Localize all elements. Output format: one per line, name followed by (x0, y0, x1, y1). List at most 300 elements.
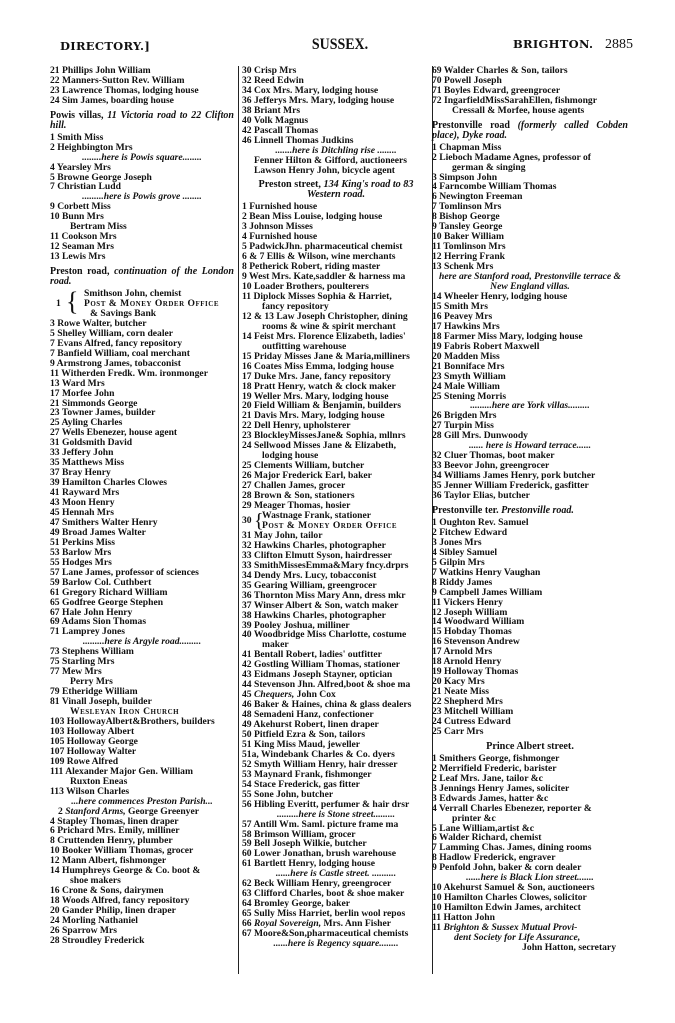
directory-entry: 2 Bean Miss Louise, lodging house (242, 212, 383, 223)
street-heading-prestonville-terrace (432, 506, 628, 516)
directory-entry: 4 Yearsley Mrs (50, 162, 111, 173)
directory-entry: 28 Gill Mrs. Dunwoody (432, 431, 528, 442)
directory-entry: lodging house (262, 451, 319, 462)
street-heading-prestonville-road (432, 121, 628, 141)
directory-entry: 25 Carr Mrs (432, 726, 484, 737)
directory-entry: 27 Turpin Miss (432, 421, 494, 432)
cross-street-powis-square: ........here is Powis square........ (82, 152, 202, 163)
brace-glyph: { (254, 509, 264, 532)
directory-entry: 11 Vickers Henry (432, 597, 503, 608)
directory-entry: 38 Hawkins Charles, photographer (242, 610, 386, 621)
directory-entry: 14 Humphreys George & Co. boot & (50, 866, 201, 877)
street-heading-powis-villas (50, 111, 234, 131)
directory-entry: 50 Pitfield Ezra & Son, tailors (242, 730, 366, 740)
directory-entry: 35 Gearing William, greengrocer (242, 580, 377, 591)
directory-entry: 60 Lower Jonathan, brush warehouse (242, 849, 396, 860)
directory-entry: 17 Morfee John (50, 388, 115, 399)
street-name: Prestonville road (432, 119, 510, 131)
directory-entry: 39 Pooley Joshua, milliner (242, 620, 350, 631)
occupant: George Greenyer (125, 806, 199, 817)
house-number: 45 (242, 690, 252, 701)
entry-list (242, 879, 430, 919)
directory-entry: 71 Lamprey Jones (50, 627, 125, 638)
post-office-entry: Post & Money Order Office (84, 298, 219, 309)
street-description: 134 King's road to 83 Western road. (306, 179, 414, 201)
directory-entry: 4 Furnished house (242, 232, 318, 243)
directory-entry: 7 Lamming Chas. James, dining rooms (432, 843, 592, 854)
directory-entry: 5 Lane William,artist &c (432, 823, 534, 834)
directory-entry: 15 Priday Misses Jane & Maria,milliners (242, 351, 410, 362)
directory-entry: 30 Crisp Mrs (242, 66, 297, 76)
directory-entry: 49 Akehurst Robert, linen draper (242, 720, 379, 730)
directory-entry: 8 Cruttenden Henry, plumber (50, 836, 173, 847)
directory-entry: 45 Hennah Mrs (50, 507, 114, 518)
entry-brighton-sussex-mutual (432, 923, 628, 953)
directory-entry: 57 Lane James, professor of sciences (50, 567, 199, 578)
directory-entry: 63 Clifford Charles, boot & shoe maker (242, 889, 405, 900)
directory-entry: Fenner Hilton & Gifford, auctioneers (254, 155, 408, 166)
entry-list (432, 883, 628, 923)
directory-entry: 7 Christian Ludd (50, 182, 121, 193)
directory-entry: 57 Antill Wm. Saml. picture frame ma (242, 819, 399, 830)
directory-entry: 10 Akehurst Samuel & Son, auctioneers (432, 883, 595, 894)
directory-entry: 40 Volk Magnus (242, 115, 309, 126)
directory-entry: 22 Shepherd Mrs (432, 697, 503, 708)
entry-list (242, 66, 430, 146)
directory-entry: 13 Schenk Mrs (432, 262, 494, 273)
directory-entry: 4 Stapley Thomas, linen draper (50, 816, 179, 827)
directory-entry: 39 Hamilton Charles Clowes (50, 478, 167, 489)
directory-entry: 9 West Mrs. Kate,saddler & harness ma (242, 272, 406, 283)
directory-entry: 17 Hawkins Mrs (432, 321, 500, 332)
directory-entry: 51 Perkins Miss (50, 537, 116, 548)
directory-entry: 6 Newington Freeman (432, 192, 523, 203)
directory-entry: 19 Holloway Thomas (432, 667, 519, 678)
entry-chequers (242, 690, 430, 700)
directory-entry: 21 Neate Miss (432, 687, 490, 698)
directory-entry: 47 Smithers Walter Henry (50, 517, 158, 528)
directory-entry: 14 Feist Mrs. Florence Elizabeth, ladies' (242, 331, 406, 342)
directory-entry: 38 Briant Mrs (242, 105, 301, 116)
header-directory-label: DIRECTORY.] (60, 39, 151, 53)
page-header (47, 36, 633, 56)
occupant: Mrs. Ann Fisher (321, 919, 391, 930)
directory-entry: 23 Lawrence Thomas, lodging house (50, 85, 199, 96)
directory-entry: 1 Chapman Miss (432, 142, 502, 153)
directory-entry: 37 Bray Henry (50, 468, 111, 479)
inn-name: Royal Sovereign, (254, 919, 322, 930)
directory-entry: 43 Moon Henry (50, 498, 115, 508)
cross-street-york-villas: .........here are York villas......... (470, 401, 590, 412)
entry-list (50, 717, 234, 797)
directory-entry: 10 Bunn Mrs (50, 212, 104, 223)
directory-entry: 8 Bishop George (432, 212, 500, 223)
directory-entry: 20 Field William & Benjamin, builders (242, 401, 402, 412)
entry-list (50, 163, 234, 193)
house-number: 30 (242, 514, 252, 526)
directory-entry: 2 Fitchew Edward (432, 527, 508, 538)
directory-entry: 21 Davis Mrs. Mary, lodging house (242, 411, 385, 422)
directory-entry: 26 Major Frederick Earl, baker (242, 471, 372, 482)
directory-entry: 79 Etheridge William (50, 687, 138, 698)
entry-list (242, 929, 430, 939)
directory-entry: 42 Gostling William Thomas, stationer (242, 660, 401, 671)
directory-entry: 46 Linnell Thomas Judkins (242, 135, 354, 146)
entry-stanford-arms (50, 807, 234, 817)
directory-entry: 6 & 7 Ellis & Wilson, wine merchants (242, 252, 396, 263)
directory-entry: 16 Peavey Mrs (432, 311, 493, 322)
directory-entry: 53 Barlow Mrs (50, 547, 112, 558)
directory-entry: 1 Furnished house (242, 202, 318, 213)
directory-entry: 14 Woodward William (432, 617, 525, 628)
cross-street-ditchling-rise: .......here is Ditchling rise ........ (275, 145, 397, 156)
entry-list (242, 700, 430, 809)
directory-entry: 48 Semadeni Hanz, confectioner (242, 710, 374, 721)
directory-entry: 4 Verrall Charles Ebenezer, reporter & (432, 803, 592, 814)
entry-list (242, 202, 430, 511)
directory-entry: 28 Stroudley Frederick (50, 935, 145, 946)
directory-entry: 52 Smyth William Henry, hair dresser (242, 759, 398, 770)
directory-entry: 4 Farncombe William Thomas (432, 182, 557, 193)
directory-entry: 67 Hale John Henry (50, 607, 133, 618)
directory-entry: 10 Booker William Thomas, grocer (50, 846, 194, 857)
column-3 (432, 66, 628, 953)
directory-entry: 46 Baker & Haines, china & glass dealers (242, 700, 412, 711)
entry-list (50, 133, 234, 153)
directory-entry: 18 Arnold Henry (432, 657, 502, 668)
directory-entry: 41 Bentall Robert, ladies' outfitter (242, 650, 382, 661)
directory-entry: 10 Baker William (432, 232, 504, 243)
entry-list (50, 202, 234, 262)
directory-entry: 65 Godfree George Stephen (50, 597, 164, 608)
directory-entry: 33 Clifton Elmutt Syson, hairdresser (242, 550, 392, 561)
directory-entry: 43 Eidmans Joseph Stayner, optician (242, 670, 393, 681)
directory-entry: 35 Jenner William Frederick, gasfitter (432, 481, 589, 492)
directory-entry: 103 Holloway Albert (50, 726, 135, 737)
directory-entry: 31 Goldsmith David (50, 438, 133, 449)
cross-street-stanford-road: here are Stanford road, Prestonville terrace & New England villas. (438, 272, 621, 292)
directory-entry: 25 Ayling Charles (50, 418, 123, 429)
directory-entry: 3 Jones Mrs (432, 537, 482, 548)
inn-name: Chequers, (254, 690, 295, 701)
street-description: Prestonville road. (498, 504, 574, 516)
directory-entry: 35 Matthews Miss (50, 458, 125, 469)
directory-entry: 17 Arnold Mrs (432, 647, 493, 658)
cross-street-castle-street: ......here is Castle street. .......... (275, 869, 397, 880)
directory-entry: 18 Woods Alfred, fancy repository (50, 896, 190, 907)
directory-entry: 34 Williams James Henry, pork butcher (432, 471, 596, 482)
directory-entry: german & singing (452, 162, 526, 173)
directory-entry: 18 Farmer Miss Mary, lodging house (432, 331, 583, 342)
directory-entry: 14 Wheeler Henry, lodging house (432, 291, 568, 302)
directory-entry: 13 Ward Mrs (50, 378, 105, 389)
street-heading-prince-albert-street: Prince Albert street. (486, 740, 574, 752)
directory-entry: 26 Brigden Mrs (432, 411, 497, 422)
directory-entry: 23 BlockleyMissesJane& Sophia, mllnrs (242, 431, 406, 442)
directory-entry: 20 Kacy Mrs (432, 677, 485, 688)
directory-entry: 9 Corbett Miss (50, 202, 111, 213)
directory-entry: 23 Towner James, builder (50, 408, 156, 419)
directory-entry: 9 Penfold John, baker & corn dealer (432, 863, 582, 874)
directory-entry: 16 Crone & Sons, dairymen (50, 886, 164, 897)
entry-royal-sovereign (242, 919, 430, 929)
entry-list (432, 66, 628, 116)
directory-entry: 51a, Windebank Charles & Co. dyers (242, 749, 395, 760)
directory-entry: 42 Pascall Thomas (242, 125, 319, 136)
house-number: 1 (56, 298, 61, 310)
street-description: 11 Victoria road to 22 Clifton hill. (50, 109, 234, 131)
directory-entry: shoe makers (70, 876, 121, 887)
house-number: 66 (242, 919, 252, 930)
directory-entry: 59 Barlow Col. Cuthbert (50, 577, 152, 588)
directory-entry: 64 Bromley George, baker (242, 899, 350, 910)
directory-entry: 11 Diplock Misses Sophia & Harriet, (242, 291, 392, 302)
directory-entry: 3 Simpson John (432, 172, 498, 183)
directory-entry: 24 Morling Nathaniel (50, 916, 138, 927)
directory-entry: 5 Browne George Joseph (50, 172, 152, 183)
directory-entry: 33 SmithMissesEmma&Mary fncy.drprs (242, 560, 409, 571)
directory-entry: 20 Gander Philip, linen draper (50, 906, 176, 917)
entry-list (432, 143, 628, 272)
directory-entry: 17 Duke Mrs. Jane, fancy repository (242, 371, 391, 382)
directory-entry: 23 Mitchell William (432, 707, 514, 717)
house-number: 2 (58, 806, 63, 817)
directory-entry: 25 Clements William, butcher (242, 461, 365, 472)
directory-entry: 33 Jeffery John (50, 448, 114, 459)
directory-entry: 12 Mann Albert, fishmonger (50, 856, 167, 867)
directory-entry: 19 Weller Mrs. Mary, lodging house (242, 391, 389, 402)
directory-entry: 69 Walder Charles & Son, tailors (432, 66, 568, 76)
directory-entry: 27 Wells Ebenezer, house agent (50, 428, 178, 439)
entry-list (242, 156, 430, 176)
entry-list (50, 647, 234, 707)
directory-entry: 37 Winser Albert & Son, watch maker (242, 600, 399, 611)
directory-entry: 18 Pratt Henry, watch & clock maker (242, 381, 396, 392)
cross-street-argyle-road: .........here is Argyle road......... (82, 637, 202, 648)
directory-entry: 19 Fabris Robert Maxwell (432, 341, 540, 352)
street-name: Prestonville ter. (432, 504, 499, 516)
street-name: Powis villas, (50, 109, 104, 121)
directory-entry: 9 Campbell James William (432, 587, 543, 598)
directory-entry: 22 Manners-Sutton Rev. William (50, 75, 185, 86)
entry: Smithson John, chemist (84, 289, 182, 299)
directory-entry: 111 Alexander Major Gen. William (50, 766, 193, 777)
directory-entry: 107 Holloway Walter (50, 746, 137, 757)
entry-line: John Hatton, secretary (522, 942, 616, 953)
directory-entry: 36 Taylor Elias, butcher (432, 491, 530, 501)
cross-street-preston-parish: ...here commences Preston Parish... (71, 796, 213, 807)
occupant: John Cox (294, 690, 336, 701)
directory-entry: 20 Madden Miss (432, 351, 500, 362)
entry-list (50, 319, 234, 638)
entry-list (50, 66, 234, 106)
directory-entry: rooms & wine & spirit merchant (262, 321, 396, 332)
directory-entry: 2 Lieboch Madame Agnes, professor of (432, 152, 592, 163)
directory-entry: 8 Petherick Robert, riding master (242, 262, 381, 273)
entry-list (432, 451, 628, 501)
directory-entry: 67 Moore&Son,pharmaceutical chemists (242, 929, 409, 940)
directory-entry: 7 Tomlinson Mrs (432, 202, 502, 213)
directory-entry: 10 Hamilton Edwin James, architect (432, 903, 581, 914)
street-heading-preston-street (242, 180, 430, 200)
directory-entry: 33 Beevor John, greengrocer (432, 461, 550, 472)
directory-entry: 10 Loader Brothers, poulterers (242, 282, 369, 292)
directory-entry: 1 Smith Miss (50, 132, 104, 143)
directory-entry: 5 PadwickJhn. pharmaceutical chemist (242, 242, 403, 253)
directory-entry: 27 Challen James, grocer (242, 481, 346, 492)
directory-entry: 1 Smithers George, fishmonger (432, 753, 560, 764)
cross-street-stone-street: .........here is Stone street......... (276, 809, 396, 820)
directory-entry: 24 Sim James, boarding house (50, 95, 174, 106)
directory-entry: 5 Gilpin Mrs (432, 557, 485, 568)
directory-entry: 15 Hobday Thomas (432, 627, 512, 638)
page-number: 2885 (605, 37, 633, 52)
column-1 (50, 66, 234, 946)
directory-entry: 81 Vinall Joseph, builder (50, 697, 152, 708)
directory-entry: 24 Sellwood Misses Jane & Elizabeth, (242, 441, 397, 452)
directory-entry: 12 Seaman Mrs (50, 242, 114, 253)
directory-entry: 65 Sully Miss Harriet, berlin wool repos (242, 909, 406, 920)
directory-entry: 16 Coates Miss Emma, lodging house (242, 361, 394, 372)
directory-entry: 8 Riddy James (432, 577, 493, 588)
directory-entry: 49 Broad James Walter (50, 527, 146, 538)
directory-entry: outfitting warehouse (262, 341, 347, 352)
directory-entry: 16 Stevenson Andrew (432, 637, 520, 648)
cross-street-regency-square: ......here is Regency square........ (273, 939, 399, 949)
cross-street-black-lion-street: ......here is Black Lion street....... (466, 873, 594, 884)
directory-entry: fancy repository (262, 301, 329, 312)
directory-entry: 34 Dendy Mrs. Lucy, tobacconist (242, 570, 377, 581)
directory-entry: 59 Bell Joseph Wilkie, butcher (242, 839, 367, 850)
inn-name: Stanford Arms, (65, 806, 126, 817)
directory-entry: 13 Lewis Mrs (50, 252, 106, 263)
directory-entry: 32 Reed Edwin (242, 75, 304, 86)
directory-entry: 36 Thornton Miss Mary Ann, dress mkr (242, 590, 406, 601)
directory-entry: 11 Tomlinson Mrs (432, 242, 506, 253)
directory-entry: 21 Bonniface Mrs (432, 361, 505, 372)
directory-entry: 2 Merrifield Frederic, barister (432, 763, 557, 774)
entry-list (50, 817, 234, 946)
header-county-title: SUSSEX. (311, 36, 369, 53)
directory-entry: 73 Stephens William (50, 647, 134, 658)
entry-list (432, 292, 628, 401)
directory-entry: 7 Evans Alfred, fancy repository (50, 338, 183, 349)
directory-entry: Perry Mrs (70, 677, 113, 688)
directory-entry: 32 Cluer Thomas, boot maker (432, 451, 555, 462)
directory-entry: 21 Simmonds George (50, 398, 138, 409)
directory-entry: Lawson Henry John, bicycle agent (254, 165, 395, 176)
directory-entry: 72 IngarfieldMissSarahEllen, fishmongr (432, 95, 597, 106)
directory-entry: 34 Cox Mrs. Mary, lodging house (242, 85, 379, 96)
directory-entry: 23 Smyth William (432, 371, 506, 382)
directory-entry: 7 Watkins Henry Vaughan (432, 567, 541, 578)
directory-entry: 40 Woodbridge Miss Charlotte, costume (242, 630, 407, 641)
directory-entry: 9 Armstrong James, tobacconist (50, 358, 181, 369)
column-2 (238, 66, 433, 974)
directory-entry: 3 Rowe Walter, butcher (50, 318, 147, 329)
entry: Wastnage Frank, stationer (262, 510, 371, 521)
directory-entry: 31 May John, tailor (242, 530, 323, 541)
directory-entry: 29 Meager Thomas, hosier (242, 500, 351, 511)
directory-entry: 109 Rowe Alfred (50, 756, 119, 767)
directory-entry: 55 Sone John, butcher (242, 789, 334, 800)
entry-list (432, 518, 628, 737)
street-description: (formerly called Cobden place), Dyke road. (432, 119, 628, 141)
directory-entry: 51 King Miss Maud, jeweller (242, 739, 361, 750)
church-entry: Wesleyan Iron Church (70, 707, 180, 717)
entry: & Savings Bank (90, 308, 157, 319)
directory-entry: 44 Stevenson Jhn. Alfred,boot & shoe ma (242, 680, 411, 691)
directory-entry: 26 Sparrow Mrs (50, 926, 117, 936)
directory-entry: 4 Sibley Samuel (432, 547, 498, 558)
brace-glyph: { (66, 287, 79, 317)
entry-list (432, 754, 628, 873)
header-right (513, 37, 633, 53)
house-number: 11 (432, 923, 442, 934)
directory-entry: 53 Maynard Frank, fishmonger (242, 769, 372, 780)
directory-entry: 36 Jefferys Mrs. Mary, lodging house (242, 95, 395, 106)
street-heading-preston-road (50, 267, 234, 287)
directory-entry: 2 Leaf Mrs. Jane, tailor &c (432, 773, 543, 784)
cross-street-howard-terrace: ...... here is Howard terrace...... (468, 441, 592, 452)
directory-entry: 24 Male William (432, 381, 500, 392)
directory-entry: 22 Dell Henry, upholsterer (242, 421, 351, 432)
directory-entry: 103 HollowayAlbert&Brothers, builders (50, 717, 215, 727)
directory-entry: 25 Stening Morris (432, 391, 507, 402)
directory-entry: 62 Beck William Henry, greengrocer (242, 879, 392, 890)
directory-entry: 69 Adams Sion Thomas (50, 617, 147, 628)
street-name: Preston road, (50, 266, 110, 278)
directory-entry: 113 Wilson Charles (50, 786, 130, 797)
directory-entry: 11 Hatton John (432, 913, 495, 924)
directory-entry: 70 Powell Joseph (432, 75, 502, 86)
directory-entry: 2 Heighbington Mrs (50, 142, 133, 153)
directory-entry: 28 Brown & Son, stationers (242, 491, 355, 501)
directory-entry: 12 Herring Frank (432, 252, 506, 263)
directory-entry: 8 Hadlow Frederick, engraver (432, 853, 556, 864)
directory-entry: printer &c (452, 813, 496, 824)
street-description: continuation of the London road. (50, 266, 234, 288)
directory-entry: 41 Rayward Mrs (50, 488, 120, 499)
directory-entry: 3 Johnson Misses (242, 222, 313, 233)
directory-entry: 75 Starling Mrs (50, 657, 115, 668)
directory-entry: Cressall & Morfee, house agents (452, 105, 585, 116)
directory-entry: 24 Cutress Edward (432, 717, 511, 727)
directory-entry: 1 Oughton Rev. Samuel (432, 517, 529, 528)
brace-entry-30 (242, 511, 430, 531)
entry-list (432, 411, 628, 441)
directory-entry: 56 Hibling Everitt, perfumer & hair drsr (242, 799, 410, 810)
directory-entry: 21 Phillips John William (50, 66, 151, 76)
directory-entry: 11 Witherden Fredk. Wm. ironmonger (50, 368, 208, 379)
directory-entry: 6 Walder Richard, chemist (432, 833, 542, 844)
directory-entry: 77 Mew Mrs (50, 667, 102, 678)
society-name: Brighton & Sussex Mutual Provi- (443, 923, 578, 934)
directory-entry: 61 Gregory Richard William (50, 587, 168, 598)
entry-line: dent Society for Life Assurance, (454, 933, 581, 943)
directory-entry: 3 Jennings Henry James, soliciter (432, 783, 570, 794)
directory-entry: 9 Tansley George (432, 222, 503, 233)
header-town-label: BRIGHTON. (512, 37, 594, 51)
directory-entry: 5 Shelley William, corn dealer (50, 328, 174, 339)
directory-entry: 71 Boyles Edward, greengrocer (432, 85, 561, 96)
directory-entry: Ruxton Eneas (70, 776, 128, 787)
directory-entry: maker (262, 640, 289, 651)
directory-entry: 105 Holloway George (50, 736, 138, 747)
brace-entry-1 (50, 289, 234, 319)
directory-entry: 61 Bartlett Henry, lodging house (242, 859, 375, 870)
entry-list (242, 531, 430, 690)
